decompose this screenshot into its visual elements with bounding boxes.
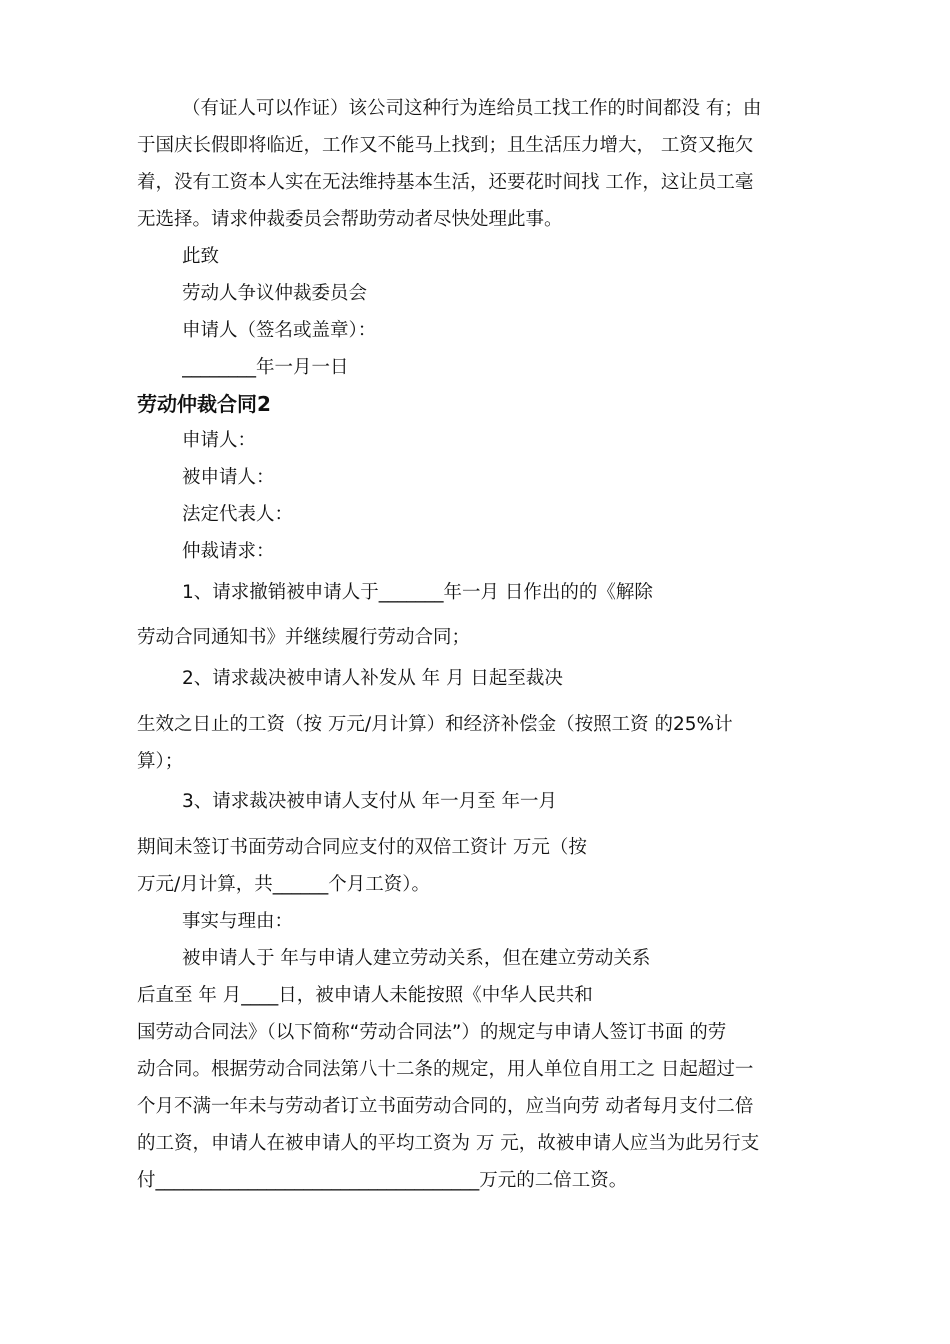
claim-item: 劳动合同通知书》并继续履行劳动合同； (137, 627, 471, 648)
legal-rep-label: 法定代表人： (182, 504, 294, 525)
facts-label: 事实与理由： (182, 911, 294, 932)
claim-item: 算）； (137, 751, 184, 772)
paragraph-line: （有证人可以作证）该公司这种行为连给员工找工作的时间都没 有；由 (182, 98, 762, 119)
claim-item: 1、请求撤销被申请人于_______年一月 日作出的的《解除 (182, 582, 653, 603)
claim-item: 万元/月计算，共______个月工资）。 (137, 874, 430, 895)
claim-item: 期间未签订书面劳动合同应支付的双倍工资计 万元（按 (137, 837, 587, 858)
paragraph-line: 的工资，申请人在被申请人的平均工资为 万 元，故被申请人应当为此另行支 (137, 1133, 760, 1154)
addressee: 劳动人争议仲裁委员会 (182, 283, 368, 304)
paragraph-line: 动合同。根据劳动合同法第八十二条的规定，用人单位自用工之 日起超过一 (137, 1059, 754, 1080)
paragraph-line: 个月不满一年未与劳动者订立书面劳动合同的，应当向劳 动者每月支付二倍 (137, 1096, 754, 1117)
paragraph-line: 国劳动合同法》（以下简称“劳动合同法”）的规定与申请人签订书面 的劳 (137, 1022, 727, 1043)
claims-label: 仲裁请求： (182, 541, 275, 562)
claim-item: 2、请求裁决被申请人补发从 年 月 日起至裁决 (182, 668, 563, 689)
respondent-label: 被申请人： (182, 467, 275, 488)
section-heading: 劳动仲裁合同2 (137, 392, 271, 416)
closing-salutation: 此致 (182, 246, 220, 267)
claim-item: 生效之日止的工资（按 万元/月计算）和经济补偿金（按照工资 的25%计 (137, 714, 733, 735)
signature-line: 申请人（签名或盖章）： (182, 320, 377, 341)
paragraph-line: 被申请人于 年与申请人建立劳动关系，但在建立劳动关系 (182, 948, 651, 969)
paragraph-line: 付___________________________________万元的二倍工资。 (137, 1170, 628, 1191)
applicant-label: 申请人： (182, 430, 257, 451)
date-line: ________年一月一日 (182, 357, 349, 378)
paragraph-line: 着，没有工资本人实在无法维持基本生活，还要花时间找 工作，这让员工毫 (137, 172, 754, 193)
claim-item: 3、请求裁决被申请人支付从 年一月至 年一月 (182, 791, 558, 812)
paragraph-line: 后直至 年 月____日，被申请人未能按照《中华人民共和 (137, 985, 593, 1006)
paragraph-line: 无选择。请求仲裁委员会帮助劳动者尽快处理此事。 (137, 209, 563, 230)
paragraph-line: 于国庆长假即将临近，工作又不能马上找到；且生活压力增大， 工资又拖欠 (137, 135, 754, 156)
